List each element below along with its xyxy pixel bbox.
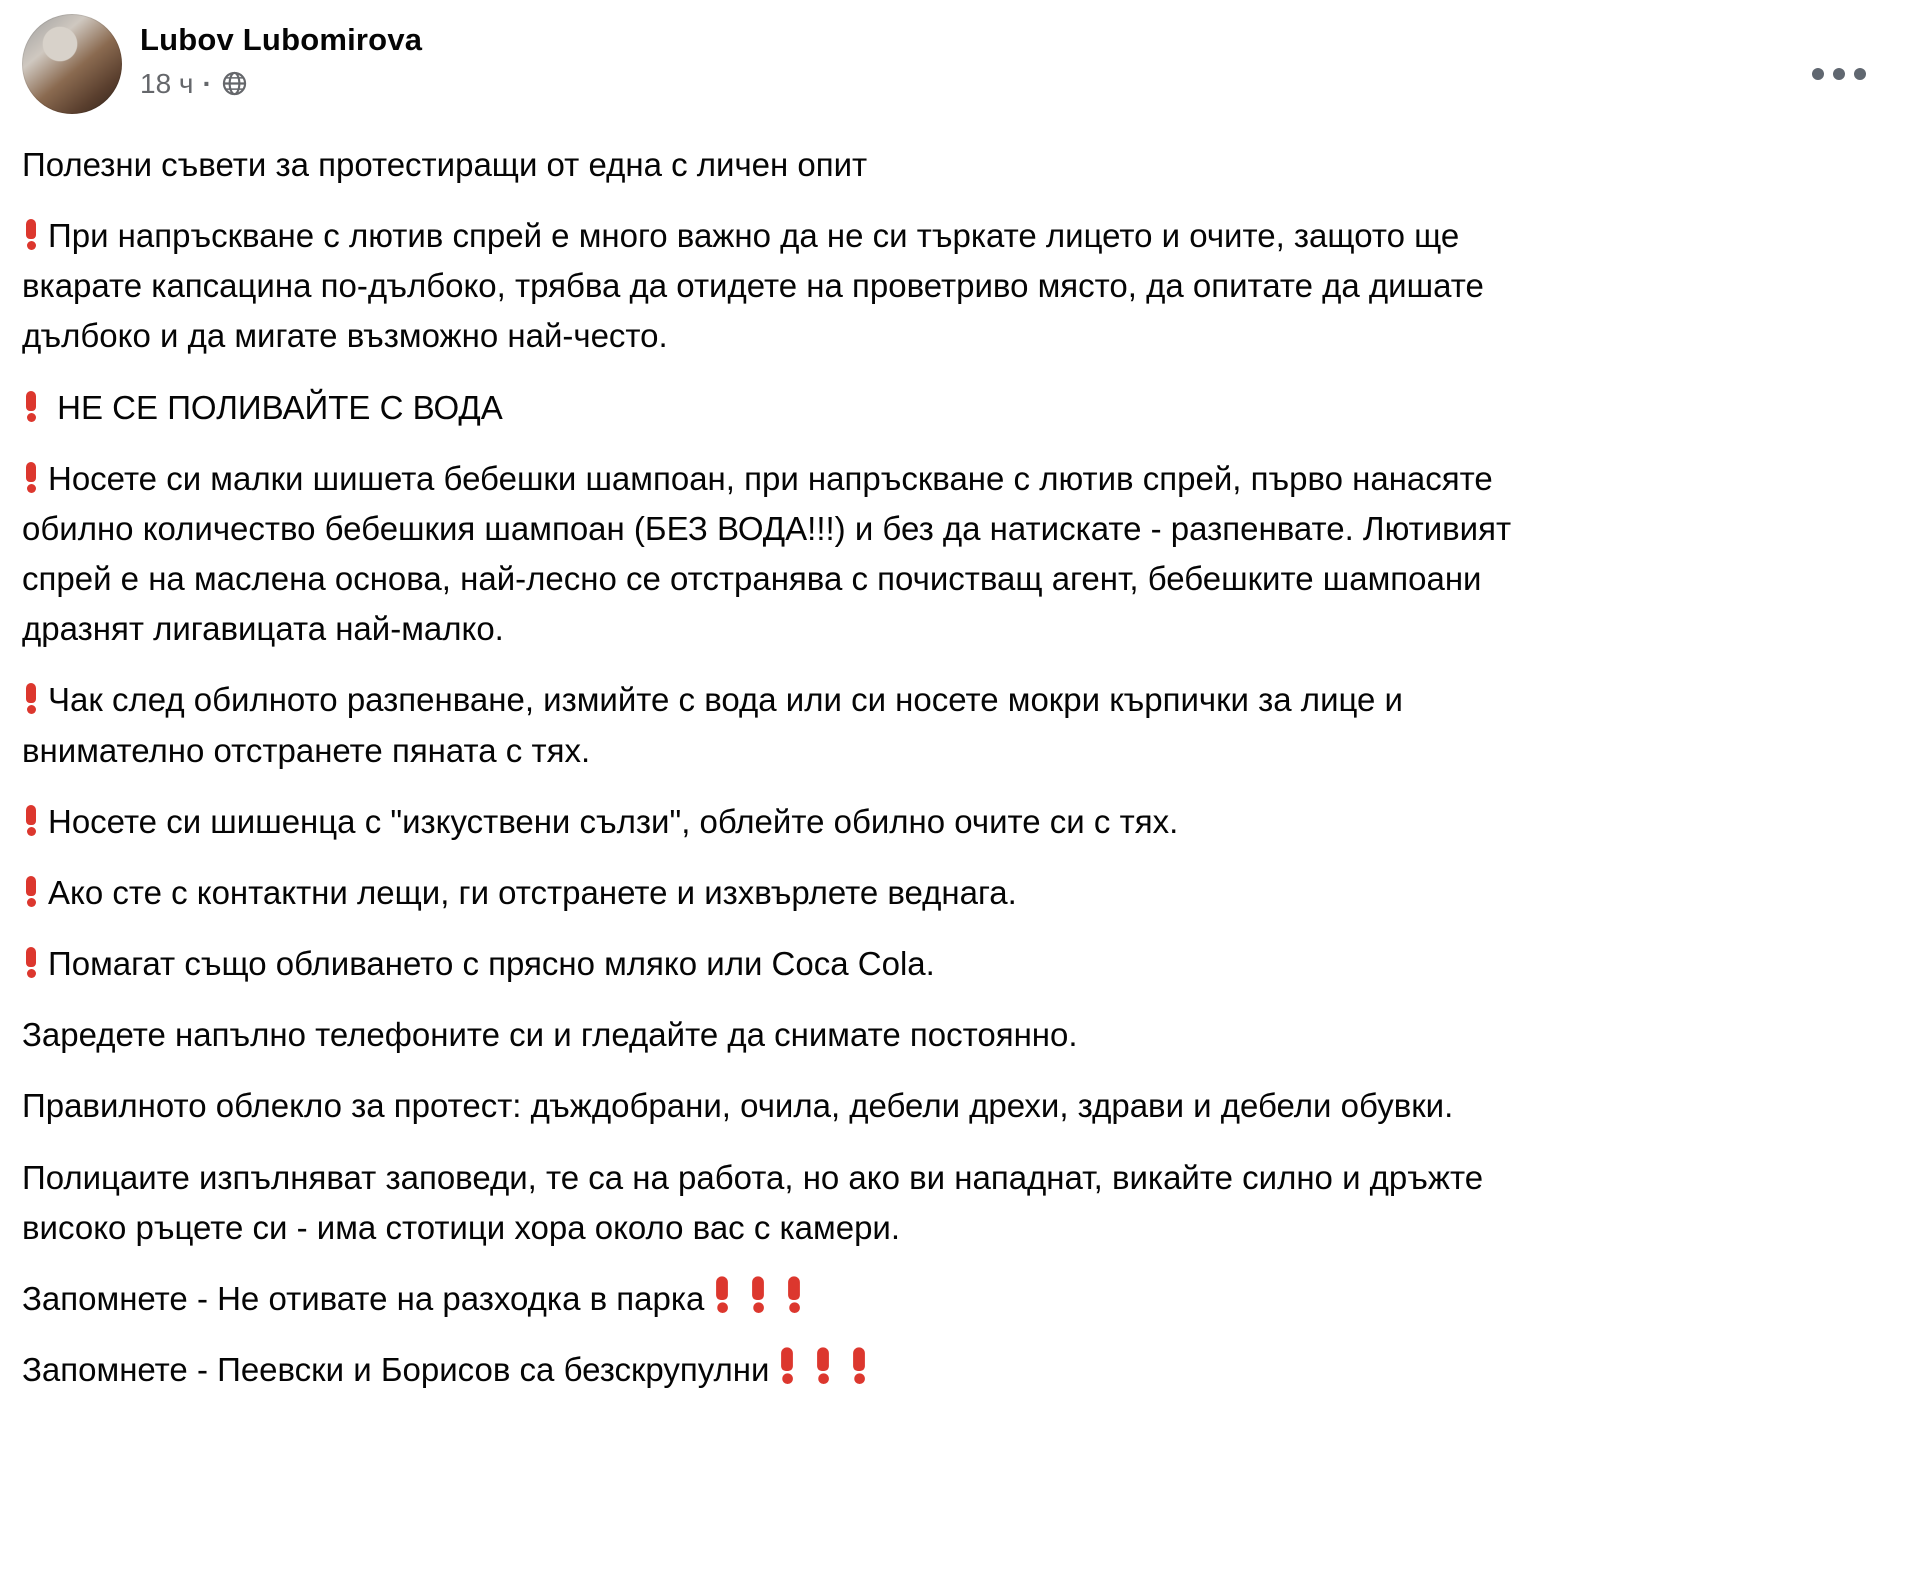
paragraph-text: Ако сте с контактни лещи, ги отстранете и изхвърлете веднага. — [48, 873, 1017, 911]
paragraph-text: Помагат също обливането с прясно мляко или Coca Cola. — [48, 945, 935, 983]
paragraph-text: Заредете напълно телефоните си и гледайте да снимате постоянно. — [22, 1016, 1078, 1054]
paragraph-text: Запомнете - Не отивате на разходка в парка — [22, 1279, 705, 1317]
paragraph-text: Полезни съвети за протестиращи от една с личен опит — [22, 146, 868, 183]
paragraph-text: Чак след обилното разпенване, измийте с вода или си носете мокри кърпички за лице и внимателно отстранете пяната с тях. — [22, 681, 1403, 769]
post-paragraph — [22, 1274, 1567, 1324]
post-paragraph — [22, 797, 1567, 847]
paragraph-text: При напръскване с лютив спрей е много важно да не си търкате лицето и очите, защото ще вкарате капсацина по-дълбоко, трябва да отидете на проветриво място, да опитате да дишате дълбоко и да мигате възможно най-често. — [22, 217, 1484, 355]
paragraph-text: Правилното облекло за протест: дъждобрани, очила, дебели дрехи, здрави и дебели обувки. — [22, 1087, 1454, 1125]
red-exclamation-icon — [24, 947, 38, 978]
red-exclamation-icon — [750, 1276, 767, 1313]
post-paragraph — [22, 383, 1567, 433]
post-paragraph — [22, 675, 1567, 775]
timestamp[interactable]: 18 ч — [140, 67, 194, 99]
red-exclamation-icon — [786, 1276, 803, 1313]
red-exclamation-icon — [24, 805, 38, 836]
red-exclamation-icon — [24, 876, 38, 907]
post-paragraph — [22, 939, 1567, 989]
post-paragraph — [22, 1153, 1567, 1253]
dot-icon — [1812, 68, 1824, 80]
dot-icon — [1833, 68, 1845, 80]
red-exclamation-icon — [24, 391, 38, 422]
red-exclamation-icon — [24, 219, 38, 250]
paragraph-text: Носете си шишенца с "изкуствени сълзи", облейте обилно очите си с тях. — [48, 802, 1179, 840]
post-paragraph — [22, 1345, 1567, 1395]
red-exclamation-icon — [851, 1347, 868, 1384]
post-paragraph — [22, 140, 1567, 190]
post-paragraph — [22, 454, 1567, 655]
paragraph-text: НЕ СЕ ПОЛИВАЙТЕ С ВОДА — [48, 388, 503, 426]
paragraph-text: Запомнете - Пеевски и Борисов са безскрупулни — [22, 1350, 770, 1388]
post-body — [22, 140, 1567, 1395]
red-exclamation-icon — [779, 1347, 796, 1384]
author-name[interactable]: Lubov Lubomirova — [140, 22, 423, 57]
paragraph-text: Носете си малки шишета бебешки шампоан, при напръскване с лютив спрей, първо нанасяте обилно количество бебешкия шампоан (БЕЗ ВОДА!!!) и без да натискате - разпенвате. Лютивият спрей е на маслена основа, най-лесно се отстранява с почистващ агент, бебешките шампоани дразнят лигавицата най-малко. — [22, 459, 1512, 648]
dot-icon — [1854, 68, 1866, 80]
red-exclamation-icon — [714, 1276, 731, 1313]
post-paragraph — [22, 211, 1567, 361]
post-header — [22, 14, 1890, 114]
paragraph-text: Полицаите изпълняват заповеди, те са на работа, но ако ви нападнат, викайте силно и дръжте високо ръцете си - има стотици хора около вас с камери. — [22, 1158, 1484, 1246]
red-exclamation-icon — [24, 683, 38, 714]
red-exclamation-icon — [815, 1347, 832, 1384]
globe-icon — [221, 70, 248, 97]
post-paragraph — [22, 868, 1567, 918]
post-paragraph — [22, 1010, 1567, 1060]
red-exclamation-icon — [24, 462, 38, 493]
post-meta: 18 ч · — [140, 68, 422, 100]
header-texts — [140, 14, 422, 100]
post-options-button[interactable] — [1802, 58, 1876, 90]
post-paragraph — [22, 1081, 1567, 1131]
avatar[interactable] — [22, 14, 122, 114]
